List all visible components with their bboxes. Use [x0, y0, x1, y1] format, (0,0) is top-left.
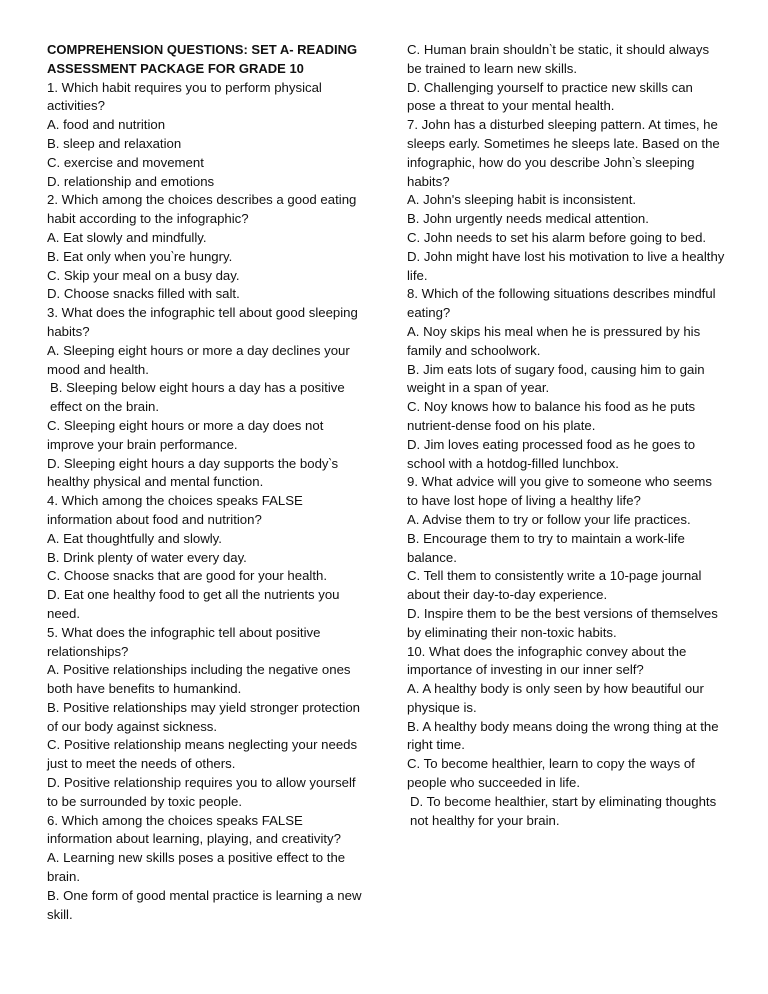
question-text: 9. What advice will you give to someone who seems to have lost hope of living a healthy life?: [407, 474, 712, 509]
option-b: B. Drink plenty of water every day.: [47, 549, 247, 565]
right-column: [407, 41, 725, 830]
question-text: 8. Which of the following situations describes mindful eating?: [407, 286, 716, 321]
option-c: C. Choose snacks that are good for your health.: [47, 568, 328, 584]
option-d: D. Sleeping eight hours a day supports the body‵s healthy physical and mental function.: [47, 455, 339, 490]
question-text: 4. Which among the choices speaks FALSE information about food and nutrition?: [47, 493, 303, 527]
option-d: D. Inspire them to be the best versions of themselves by eliminating their non-toxic habits.: [407, 605, 718, 640]
question-6-continued: [407, 41, 725, 116]
option-a: A. John's sleeping habit is inconsistent.: [407, 192, 637, 208]
option-d: D. Positive relationship requires you to allow yourself to be surrounded by toxic people.: [47, 775, 356, 809]
option-a: A. Positive relationships including the negative ones both have benefits to humankind.: [47, 662, 351, 697]
left-column: [47, 41, 365, 924]
option-d: D. Choose snacks filled with salt.: [47, 286, 240, 302]
option-b: B. Sleeping below eight hours a day has a positive effect on the brain.: [50, 380, 345, 415]
option-b: B. Eat only when you‵re hungry.: [47, 248, 233, 264]
document-title-line-1: COMPREHENSION QUESTIONS: SET A- READING: [47, 42, 358, 57]
option-b: B. sleep and relaxation: [47, 135, 182, 151]
option-b: B. Encourage them to try to maintain a work-life balance.: [407, 530, 685, 565]
option-d: D. John might have lost his motivation to live a healthy life.: [407, 248, 725, 283]
option-b: B. A healthy body means doing the wrong thing at the right time.: [407, 718, 719, 753]
option-b: B. John urgently needs medical attention.: [407, 211, 649, 227]
option-c: C. To become healthier, learn to copy the ways of people who succeeded in life.: [407, 756, 695, 791]
option-b: B. Jim eats lots of sugary food, causing him to gain weight in a span of year.: [407, 361, 705, 396]
question-text: 10. What does the infographic convey about the importance of investing in our inner self?: [407, 643, 687, 678]
option-a: A. food and nutrition: [47, 117, 166, 133]
question-6: [47, 812, 365, 925]
option-a: A. Advise them to try or follow your life practices.: [407, 511, 691, 527]
question-text: 6. Which among the choices speaks FALSE information about learning, playing, and creativity?: [47, 812, 341, 847]
option-d: D. To become healthier, start by eliminating thoughts not healthy for your brain.: [410, 793, 717, 828]
option-a: A. Eat slowly and mindfully.: [47, 229, 207, 245]
question-9: [407, 473, 725, 642]
question-8: [407, 285, 725, 473]
question-5: [47, 624, 365, 812]
question-2: [47, 191, 365, 304]
option-b: B. One form of good mental practice is learning a new skill.: [47, 887, 362, 922]
option-d: D. Eat one healthy food to get all the nutrients you need.: [47, 587, 340, 621]
option-a: A. A healthy body is only seen by how beautiful our physique is.: [407, 681, 704, 715]
question-3: [47, 304, 365, 492]
option-c: C. Skip your meal on a busy day.: [47, 267, 240, 283]
question-4: [47, 492, 365, 624]
option-a: A. Sleeping eight hours or more a day declines your mood and health.: [47, 342, 350, 377]
option-a: A. Eat thoughtfully and slowly.: [47, 530, 222, 546]
option-a: A. Noy skips his meal when he is pressured by his family and schoolwork.: [407, 323, 701, 358]
option-c: C. Sleeping eight hours or more a day does not improve your brain performance.: [47, 417, 324, 452]
question-text: 7. John has a disturbed sleeping pattern. At times, he sleeps early. Sometimes he sleeps late. Based on the infographic, how do you describe John‵s sleeping habits?: [407, 117, 720, 189]
question-1: [47, 79, 365, 192]
option-b: B. Positive relationships may yield stronger protection of our body against sickness.: [47, 699, 360, 734]
option-a: A. Learning new skills poses a positive effect to the brain.: [47, 850, 346, 885]
question-7: [407, 116, 725, 285]
option-c: C. Noy knows how to balance his food as he puts nutrient-dense food on his plate.: [407, 399, 696, 433]
option-d: D. relationship and emotions: [47, 173, 215, 189]
question-text: 3. What does the infographic tell about good sleeping habits?: [47, 305, 358, 339]
question-text: 5. What does the infographic tell about positive relationships?: [47, 624, 321, 659]
option-c: C. Positive relationship means neglecting your needs just to meet the needs of others.: [47, 737, 358, 772]
option-c: C. Tell them to consistently write a 10-page journal about their day-to-day experience.: [407, 568, 702, 603]
document-title-line-2: ASSESSMENT PACKAGE FOR GRADE 10: [47, 60, 304, 76]
option-c: C. exercise and movement: [47, 154, 204, 170]
option-d: D. Jim loves eating processed food as he goes to school with a hotdog-filled lunchbox.: [407, 436, 696, 471]
question-text: 1. Which habit requires you to perform physical activities?: [47, 79, 322, 114]
question-10: [407, 643, 725, 831]
option-d: D. Challenging yourself to practice new skills can pose a threat to your mental health.: [407, 79, 693, 114]
option-c: C. John needs to set his alarm before going to bed.: [407, 229, 707, 245]
option-c: C. Human brain shouldn‵t be static, it should always be trained to learn new skills.: [407, 42, 710, 76]
question-text: 2. Which among the choices describes a good eating habit according to the infographic?: [47, 192, 357, 227]
